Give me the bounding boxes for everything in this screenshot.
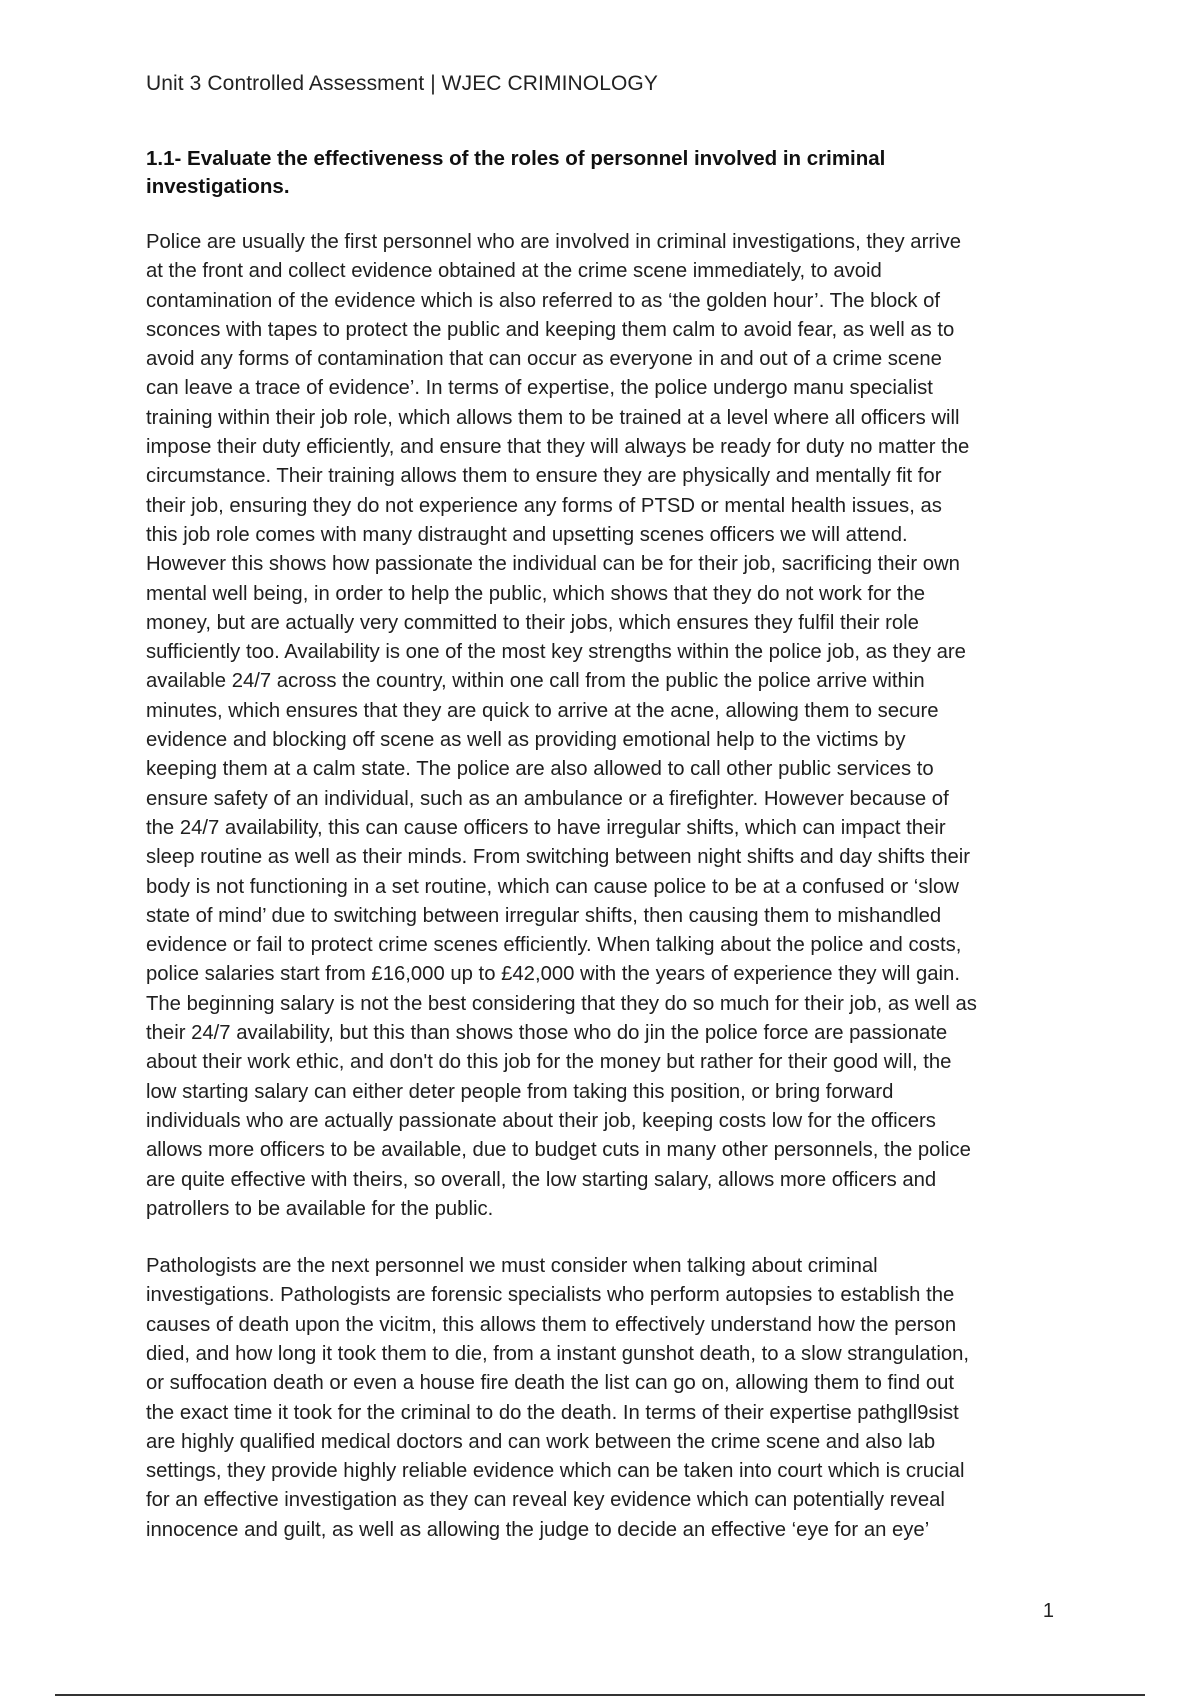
paragraph-line: The beginning salary is not the best considering that they do so much for their job, as well as: [146, 992, 977, 1015]
paragraph-line: investigations. Pathologists are forensic specialists who perform autopsies to establish the: [146, 1284, 955, 1307]
paragraph-line: sleep routine as well as their minds. From switching between night shifts and day shifts their: [146, 846, 971, 869]
paragraph-line: are highly qualified medical doctors and can work between the crime scene and also lab: [146, 1430, 936, 1453]
question-heading: [146, 145, 1066, 201]
paragraph-line: training within their job role, which allows them to be trained at a level where all officers will: [146, 406, 960, 429]
paragraph-line: avoid any forms of contamination that can occur as everyone in and out of a crime scene: [146, 348, 942, 371]
paragraph-line: police salaries start from £16,000 up to £42,000 with the years of experience they will gain.: [146, 963, 960, 986]
paragraph-line: circumstance. Their training allows them to ensure they are physically and mentally fit for: [146, 465, 942, 488]
paragraph-line: or suffocation death or even a house fire death the list can go on, allowing them to find out: [146, 1372, 955, 1395]
paragraph-line: their job, ensuring they do not experience any forms of PTSD or mental health issues, as: [146, 494, 942, 517]
paragraph-line: about their work ethic, and don't do this job for the money but rather for their good will, the: [146, 1051, 952, 1074]
paragraph-line: are quite effective with theirs, so overall, the low starting salary, allows more officers and: [146, 1168, 937, 1191]
paragraph-line: impose their duty efficiently, and ensure that they will always be ready for duty no matter the: [146, 436, 970, 459]
page-bottom-divider: [55, 1694, 1145, 1696]
paragraph-line: body is not functioning in a set routine, which can cause police to be at a confused or ‘slow: [146, 875, 959, 898]
paragraph-line: individuals who are actually passionate about their job, keeping costs low for the officers: [146, 1109, 936, 1132]
paragraph-line: the 24/7 availability, this can cause officers to have irregular shifts, which can impact their: [146, 816, 946, 839]
paragraph-line: Police are usually the first personnel who are involved in criminal investigations, they arrive: [146, 231, 962, 253]
paragraph-line: available 24/7 across the country, within one call from the public the police arrive within: [146, 670, 925, 693]
paragraph-line: sconces with tapes to protect the public and keeping them calm to avoid fear, as well as to: [146, 318, 955, 341]
paragraph-line: allows more officers to be available, due to budget cuts in many other personnels, the police: [146, 1139, 971, 1162]
heading-line: 1.1- Evaluate the effectiveness of the roles of personnel involved in criminal: [146, 147, 886, 170]
paragraph-line: innocence and guilt, as well as allowing the judge to decide an effective ‘eye for an eye’: [146, 1518, 930, 1541]
page-number: 1: [1042, 1600, 1054, 1622]
paragraph-line: money, but are actually very committed to their jobs, which ensures they fulfil their role: [146, 611, 919, 634]
paragraph-line: can leave a trace of evidence’. In terms of expertise, the police undergo manu specialist: [146, 377, 933, 400]
paragraph-line: low starting salary can either deter people from taking this position, or bring forward: [146, 1080, 894, 1103]
paragraph-line: state of mind’ due to switching between irregular shifts, then causing them to mishandled: [146, 904, 942, 927]
paragraph-line: Pathologists are the next personnel we must consider when talking about criminal: [146, 1255, 878, 1278]
heading-line: investigations.: [146, 175, 290, 198]
paragraph-line: However this shows how passionate the individual can be for their job, sacrificing their own: [146, 553, 960, 576]
paragraph-line: settings, they provide highly reliable evidence which can be taken into court which is crucial: [146, 1460, 965, 1483]
paragraph-line: causes of death upon the vicitm, this allows them to effectively understand how the person: [146, 1313, 957, 1336]
paragraph-line: this job role comes with many distraught and upsetting scenes officers we will attend.: [146, 523, 908, 546]
paragraph-pathologists: [146, 1252, 1066, 1545]
paragraph-line: minutes, which ensures that they are quick to arrive at the acne, allowing them to secure: [146, 699, 939, 722]
paragraph-line: died, and how long it took them to die, from a instant gunshot death, to a slow strangulation,: [146, 1342, 970, 1365]
paragraph-line: their 24/7 availability, but this than shows those who do jin the police force are passionate: [146, 1022, 948, 1045]
document-header: Unit 3 Controlled Assessment | WJEC CRIMINOLOGY: [146, 72, 658, 95]
paragraph-line: sufficiently too. Availability is one of the most key strengths within the police job, as they are: [146, 641, 966, 664]
paragraph-line: for an effective investigation as they can reveal key evidence which can potentially reveal: [146, 1489, 945, 1512]
paragraph-line: evidence and blocking off scene as well as providing emotional help to the victims by: [146, 729, 906, 752]
paragraph-line: mental well being, in order to help the public, which shows that they do not work for the: [146, 582, 926, 605]
paragraph-line: ensure safety of an individual, such as an ambulance or a firefighter. However because of: [146, 787, 949, 810]
paragraph-police: [146, 228, 1066, 1224]
paragraph-line: at the front and collect evidence obtained at the crime scene immediately, to avoid: [146, 260, 882, 283]
paragraph-line: patrollers to be available for the public.: [146, 1197, 494, 1220]
paragraph-line: evidence or fail to protect crime scenes efficiently. When talking about the police and costs,: [146, 934, 962, 957]
paragraph-line: contamination of the evidence which is also referred to as ‘the golden hour’. The block of: [146, 289, 941, 312]
paragraph-line: the exact time it took for the criminal to do the death. In terms of their expertise pathgll9sist: [146, 1401, 959, 1424]
paragraph-line: keeping them at a calm state. The police are also allowed to call other public services to: [146, 758, 934, 781]
document-body: [146, 145, 1066, 1573]
